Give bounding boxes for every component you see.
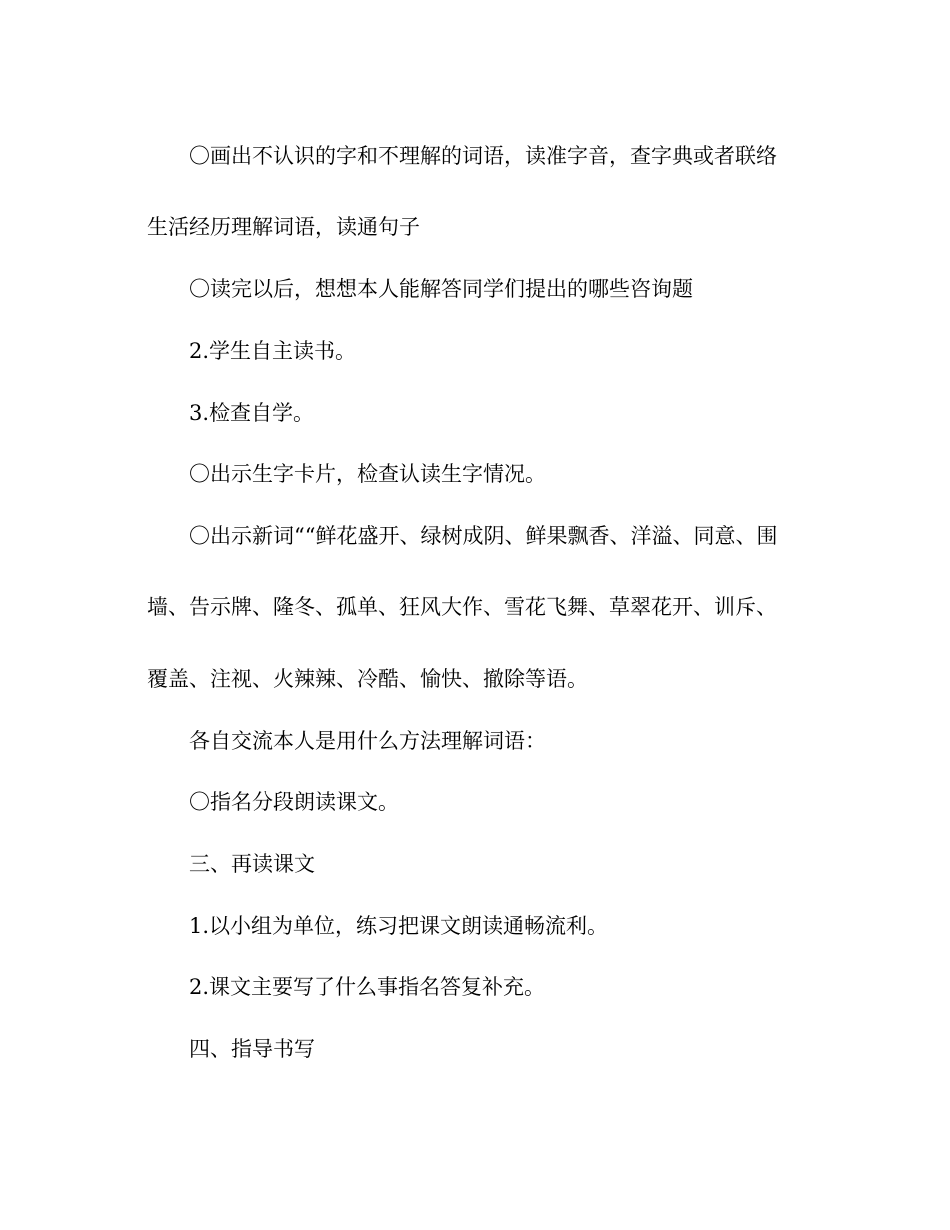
- line-11: 〇指名分段朗读课文。: [189, 790, 399, 814]
- line-4: 2.学生自主读书。: [189, 339, 357, 363]
- line-8: 墙、告示牌、隆冬、孤单、狂风大作、雪花飞舞、草翠花开、训斥、: [147, 595, 777, 619]
- line-12: 三、再读课文: [189, 852, 315, 876]
- line-3: 〇读完以后，想想本人能解答同学们提出的哪些咨询题: [189, 277, 693, 301]
- line-2: 生活经历理解词语，读通句子: [147, 215, 420, 239]
- line-15: 四、指导书写: [189, 1037, 315, 1061]
- line-14: 2.课文主要写了什么事指名答复补充。: [189, 975, 546, 999]
- line-6: 〇出示生字卡片，检查认读生字情况。: [189, 462, 546, 486]
- line-1: 〇画出不认识的字和不理解的词语，读准字音，查字典或者联络: [189, 144, 777, 168]
- line-13: 1.以小组为单位，练习把课文朗读通畅流利。: [189, 914, 609, 938]
- line-5: 3.检查自学。: [189, 401, 315, 425]
- line-10: 各自交流本人是用什么方法理解词语：: [189, 729, 546, 753]
- line-7: 〇出示新词““鲜花盛开、绿树成阴、鲜果飘香、洋溢、同意、围: [189, 524, 778, 548]
- line-9: 覆盖、注视、火辣辣、冷酷、愉快、撤除等语。: [147, 667, 588, 691]
